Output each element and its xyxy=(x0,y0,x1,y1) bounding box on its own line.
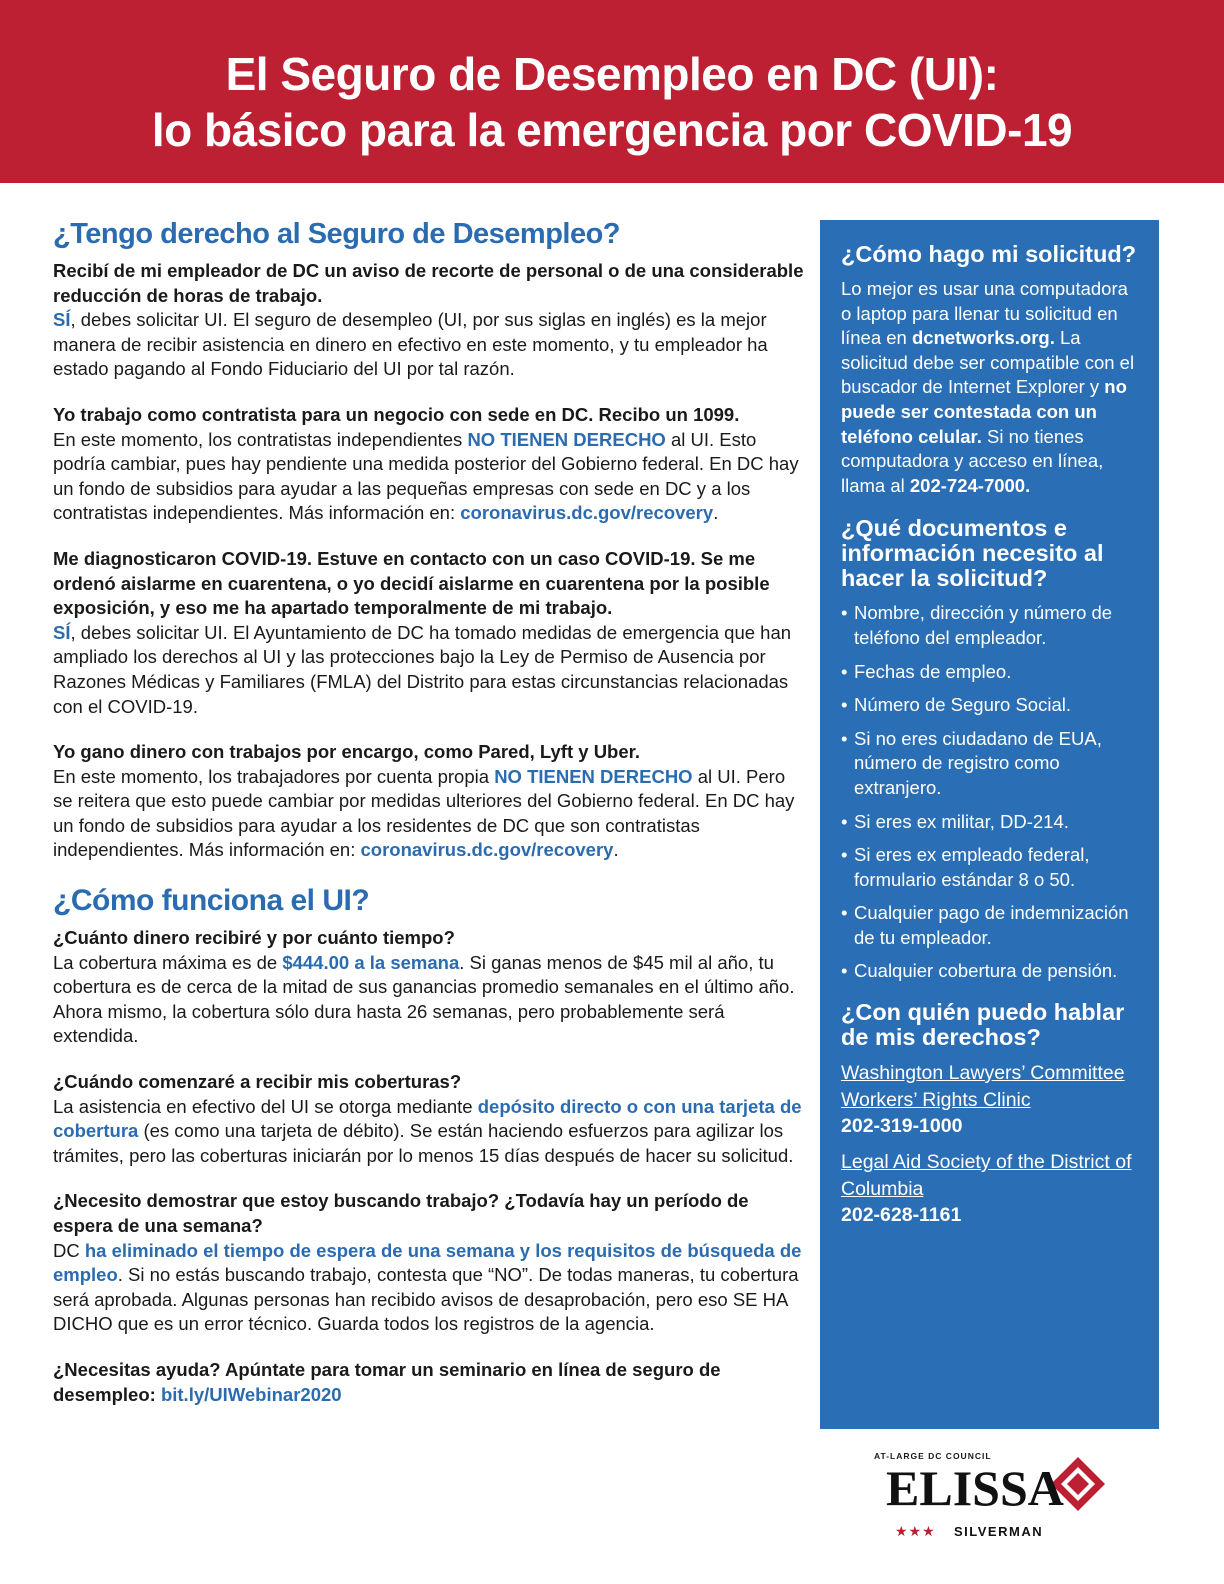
apply-text-end: Si no tienes computadora y acceso en línea, llama al xyxy=(841,425,1104,496)
faq-answer: En este momento, los contratistas independientes xyxy=(53,428,468,450)
apply-text-cont: La solicitud debe ser compatible con el buscador de Internet Explorer y xyxy=(841,327,1135,398)
elissa-silverman-logo xyxy=(868,1445,1104,1545)
faq-answer-cont: al UI. Esto podría cambiar, pues hay pendiente una medida posterior del Gobierno federal. En DC hay un fondo de subsidios para ayudar a las pequeñas empresas con sede en DC y a los contratistas independientes. Más información en: xyxy=(53,428,799,524)
faq-answer: La cobertura máxima es de xyxy=(53,951,283,973)
faq-question: Yo gano dinero con trabajos por encargo, como Pared, Lyft y Uber. xyxy=(53,741,640,763)
recovery-link[interactable]: coronavirus.dc.gov/recovery xyxy=(460,502,714,524)
org-phone-legal-aid[interactable]: 202-628-1161 xyxy=(841,1204,962,1227)
sidebar-panel xyxy=(820,220,1159,1429)
org-phone-wlc[interactable]: 202-319-1000 xyxy=(841,1115,963,1138)
list-item: • Número de Seguro Social. xyxy=(841,693,1139,718)
list-item: • Nombre, dirección y número de teléfono del empleador. xyxy=(841,601,1139,650)
main-column xyxy=(53,218,805,1428)
faq-question: Yo trabajo como contratista para un negocio con sede en DC. Recibo un 1099. xyxy=(53,403,740,425)
faq-end: . xyxy=(613,839,619,861)
payment-method-highlight: depósito directo o con una tarjeta de cobertura xyxy=(53,1095,802,1142)
logo-top-text: AT-LARGE DC COUNCIL xyxy=(874,1451,992,1461)
faq-covid-quarantine xyxy=(53,547,805,719)
section-heading-eligibility: ¿Tengo derecho al Seguro de Desempleo? xyxy=(53,218,621,250)
faq-job-search xyxy=(53,1189,805,1337)
apply-heading: ¿Cómo hago mi solicitud? xyxy=(841,241,1137,267)
apply-instructions xyxy=(841,277,1139,498)
org-link-wlc[interactable]: Washington Lawyers’ Committee Workers’ Rights Clinic xyxy=(841,1062,1125,1112)
section-heading-how-it-works: ¿Cómo funciona el UI? xyxy=(53,884,370,918)
not-eligible-highlight: NO TIENEN DERECHO xyxy=(467,428,666,450)
title-line-2: lo básico para la emergencia por COVID-19 xyxy=(151,104,1073,156)
help-text: ¿Necesitas ayuda? Apúntate para tomar un seminario en línea de seguro de desempleo: xyxy=(53,1358,721,1405)
not-eligible-highlight: NO TIENEN DERECHO xyxy=(494,765,693,787)
faq-amount xyxy=(53,926,805,1049)
faq-answer-cont: al UI. Pero se reitera que esto puede cambiar por medidas ulteriores del Gobierno federal. En DC hay un fondo de subsidios para ayudar a los residentes de DC que son contratistas independientes. Más información en: xyxy=(53,765,795,861)
docs-list xyxy=(841,601,1139,984)
faq-question: ¿Cuánto dinero recibiré y por cuánto tiempo? xyxy=(53,927,455,949)
faq-gig-work xyxy=(53,740,805,863)
list-item: • Si no eres ciudadano de EUA, número de registro como extranjero. xyxy=(841,727,1139,801)
faq-question: ¿Necesito demostrar que estoy buscando trabajo? ¿Todavía hay un período de espera de una semana? xyxy=(53,1190,749,1236)
faq-answer-cont: . Si no estás buscando trabajo, contesta que “NO”. De todas maneras, tu cobertura será aprobada. Algunas personas han recibido avisos de desaprobación, pero eso SE HA DICHO que es un error técnico. Guarda todos los registros de la agencia. xyxy=(53,1264,799,1335)
logo-stars: ★★★ xyxy=(895,1523,936,1539)
no-cellphone-note: no puede ser contestada con un teléfono celular. xyxy=(841,376,1127,447)
faq-layoff xyxy=(53,259,805,382)
list-item: • Cualquier cobertura de pensión. xyxy=(841,959,1139,984)
faq-answer: , debes solicitar UI. El Ayuntamiento de DC ha tomado medidas de emergencia que han ampliado los derechos al UI y las protecciones bajo la Ley de Permiso de Ausencia por Razones Médicas y Familiares (FMLA) del Distrito para estas circunstancias relacionadas con el COVID-19. xyxy=(53,621,792,717)
faq-question: Recibí de mi empleador de DC un aviso de recorte de personal o de una considerable reducción de horas de trabajo. xyxy=(53,260,804,306)
faq-question: ¿Cuándo comenzaré a recibir mis coberturas? xyxy=(53,1071,462,1093)
help-callout xyxy=(53,1358,805,1407)
apply-phone[interactable]: 202-724-7000. xyxy=(909,474,1031,496)
faq-end: . xyxy=(713,502,719,524)
faq-answer: La asistencia en efectivo del UI se otorga mediante xyxy=(53,1095,478,1117)
org-link-legal-aid[interactable]: Legal Aid Society of the District of Columbia xyxy=(841,1151,1132,1201)
faq-answer-cont: . Si ganas menos de $45 mil al año, tu cobertura es de cerca de la mitad de sus ganancias promedio semanales en el último año. Ahora mismo, la cobertura sólo dura hasta 26 semanas, pero probablemente será extendida. xyxy=(53,951,795,1047)
list-item: • Cualquier pago de indemnización de tu empleador. xyxy=(841,901,1139,950)
faq-answer: En este momento, los trabajadores por cuenta propia xyxy=(53,765,495,787)
yes-highlight: SÍ xyxy=(53,621,71,643)
max-benefit-highlight: $444.00 a la semana xyxy=(282,951,460,973)
waiver-highlight: ha eliminado el tiempo de espera de una semana y los requisitos de búsqueda de empleo xyxy=(53,1239,802,1286)
list-item: • Si eres ex militar, DD-214. xyxy=(841,810,1139,835)
faq-question: Me diagnosticaron COVID-19. Estuve en contacto con un caso COVID-19. Se me ordenó aislarme en cuarentena, o yo decidí aislarme en cuarentena por la posible exposición, y eso me ha apartado temporalmente de mi trabajo. xyxy=(53,547,770,619)
apply-text: Lo mejor es usar una computadora o laptop para llenar tu solicitud en línea en xyxy=(841,278,1128,349)
list-item: • Si eres ex empleado federal, formulario estándar 8 o 50. xyxy=(841,843,1139,892)
dcnetworks-link[interactable]: dcnetworks.org. xyxy=(911,327,1055,349)
faq-answer-cont: (es como una tarjeta de débito). Se están haciendo esfuerzos para agilizar los trámites, pero las coberturas iniciarán por lo menos 15 días después de hacer su solicitud. xyxy=(53,1120,794,1166)
page-title xyxy=(0,0,1224,158)
rights-heading: ¿Con quién puedo hablar de mis derechos? xyxy=(841,999,1125,1051)
title-line-1: El Seguro de Desempleo en DC (UI): xyxy=(225,48,999,100)
webinar-link[interactable]: bit.ly/UIWebinar2020 xyxy=(160,1383,342,1405)
faq-start-date xyxy=(53,1070,805,1168)
faq-contractor xyxy=(53,403,805,526)
faq-answer: DC xyxy=(53,1239,85,1261)
logo-name: ELISSA xyxy=(886,1460,1064,1516)
docs-heading: ¿Qué documentos e información necesito al hacer la solicitud? xyxy=(841,515,1104,592)
recovery-link[interactable]: coronavirus.dc.gov/recovery xyxy=(360,839,614,861)
logo-surname: SILVERMAN xyxy=(954,1524,1044,1539)
title-banner xyxy=(0,0,1224,183)
faq-answer: , debes solicitar UI. El seguro de desempleo (UI, por sus siglas en inglés) es la mejor manera de recibir asistencia en dinero en efectivo en este momento, y tu empleador ha estado pagando al Fondo Fiduciario del UI por tal razón. xyxy=(53,309,768,380)
list-item: • Fechas de empleo. xyxy=(841,660,1139,685)
yes-highlight: SÍ xyxy=(53,309,71,331)
